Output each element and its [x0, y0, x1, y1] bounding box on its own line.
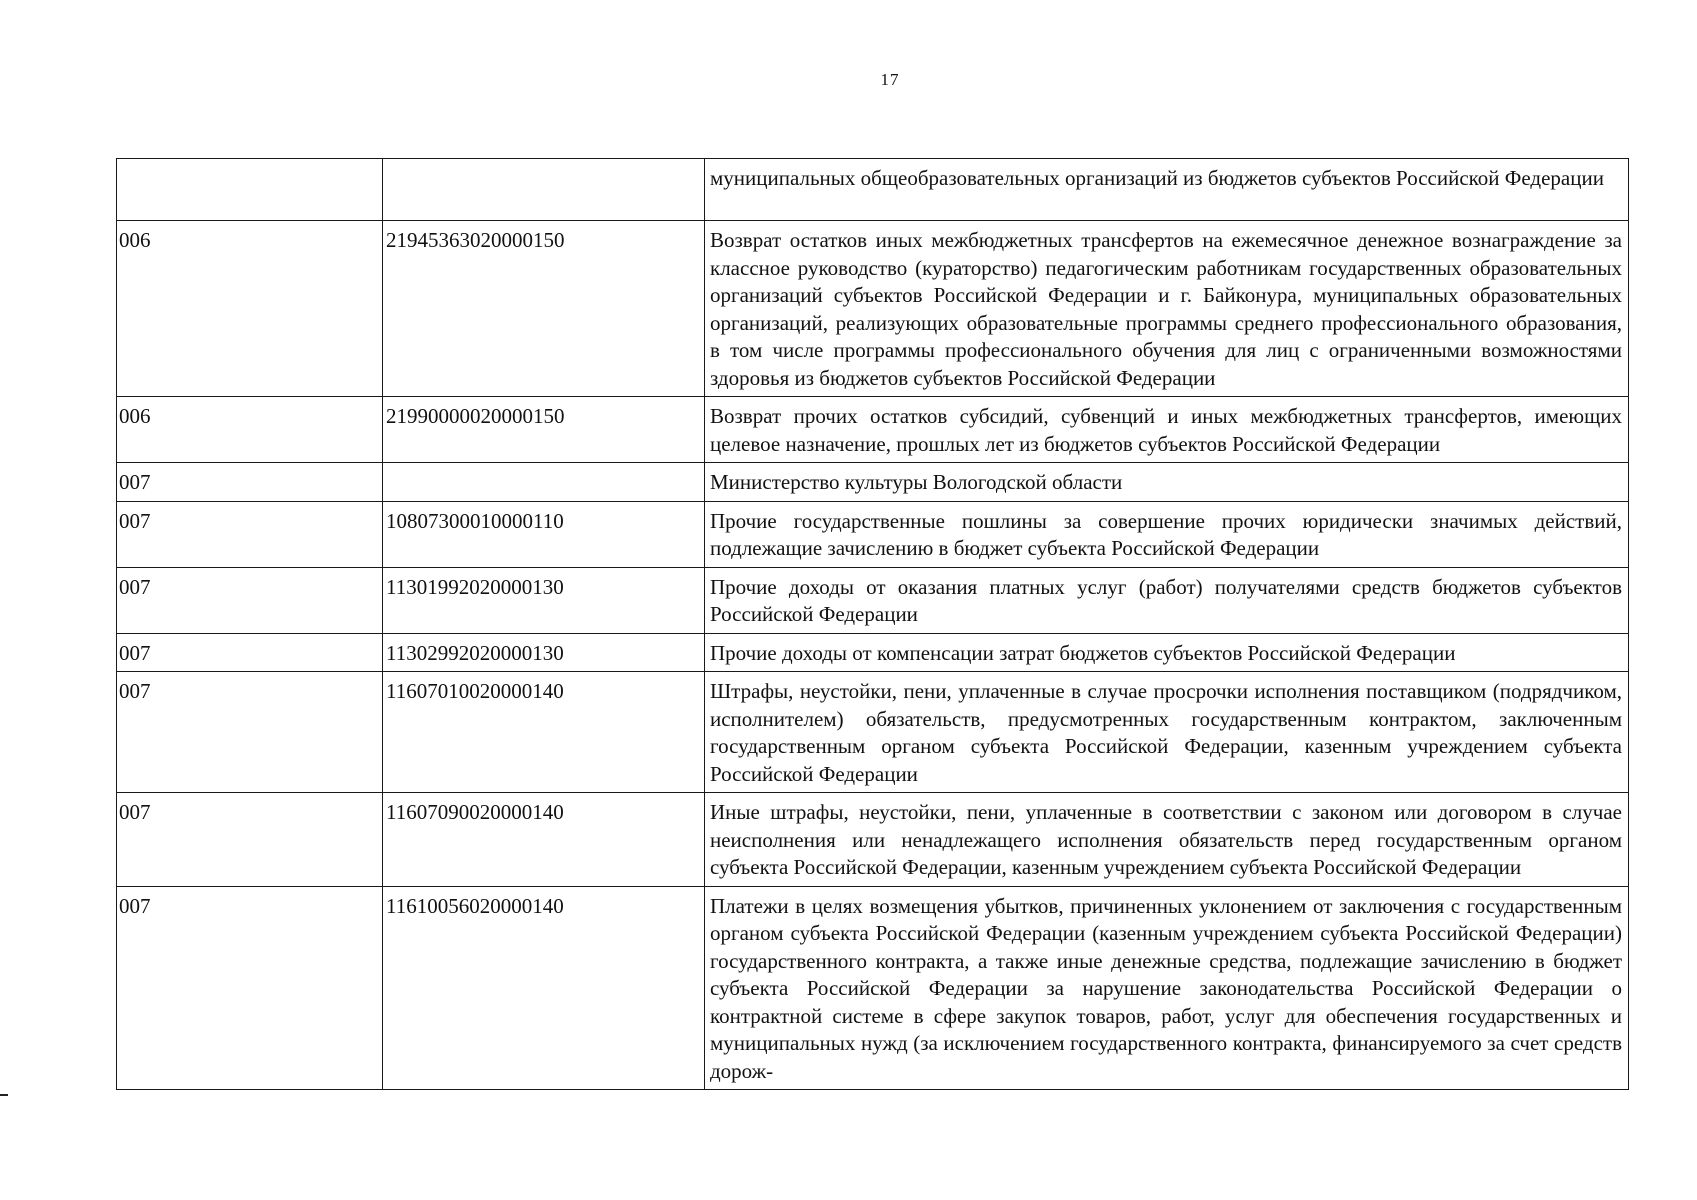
income-code-cell: 10807300010000110 [383, 501, 705, 567]
description-cell: Прочие доходы от компенсации затрат бюджетов субъектов Российской Федерации [705, 633, 1629, 672]
income-code-cell [383, 463, 705, 502]
table-row [117, 567, 1629, 633]
table-row [117, 463, 1629, 502]
income-code-cell: 11607010020000140 [383, 672, 705, 793]
admin-code-cell: 007 [117, 633, 383, 672]
admin-code-cell: 007 [117, 672, 383, 793]
page-number: 17 [880, 70, 900, 89]
admin-code-cell: 006 [117, 397, 383, 463]
income-codes-table [116, 158, 1629, 1090]
income-code-cell: 11607090020000140 [383, 793, 705, 887]
table-row [117, 793, 1629, 887]
income-code-cell: 11610056020000140 [383, 886, 705, 1090]
table-row [117, 221, 1629, 397]
admin-code-cell: 007 [117, 793, 383, 887]
admin-code-cell: 007 [117, 886, 383, 1090]
admin-code-cell: 006 [117, 221, 383, 397]
table-row [117, 633, 1629, 672]
admin-code-cell: 007 [117, 463, 383, 502]
description-cell: Штрафы, неустойки, пени, уплаченные в случае просрочки исполнения поставщиком (подрядчиком, исполнителем) обязательств, предусмотренных государственным контрактом, заключенным государственным органом субъекта Российской Федерации, казенным учреждением субъекта Российской Федерации [705, 672, 1629, 793]
income-code-cell: 11302992020000130 [383, 633, 705, 672]
income-code-cell: 11301992020000130 [383, 567, 705, 633]
description-cell: Прочие государственные пошлины за совершение прочих юридически значимых действий, подлежащие зачислению в бюджет субъекта Российской Федерации [705, 501, 1629, 567]
table-row [117, 886, 1629, 1090]
table-row [117, 397, 1629, 463]
description-cell: Министерство культуры Вологодской области [705, 463, 1629, 502]
description-cell: Платежи в целях возмещения убытков, причиненных уклонением от заключения с государственным органом субъекта Российской Федерации (казенным учреждением субъекта Российской Федерации) государственного контракта, а также иные денежные средства, подлежащие зачислению в бюджет субъекта Российской Федерации за нарушение законодательства Российской Федерации о контрактной системе в сфере закупок товаров, работ, услуг для обеспечения государственных и муниципальных нужд (за исключением государственного контракта, финансируемого за счет средств дорож- [705, 886, 1629, 1090]
income-code-cell: 21990000020000150 [383, 397, 705, 463]
scan-margin-mark [0, 1094, 8, 1096]
description-cell: Возврат прочих остатков субсидий, субвенций и иных межбюджетных трансфертов, имеющих целевое назначение, прошлых лет из бюджетов субъектов Российской Федерации [705, 397, 1629, 463]
description-cell: Возврат остатков иных межбюджетных трансфертов на ежемесячное денежное вознаграждение за классное руководство (кураторство) педагогическим работникам государственных образовательных организаций субъектов Российской Федерации и г. Байконура, муниципальных образовательных организаций, реализующих образовательные программы среднего профессионального образования, в том числе программы профессионального обучения для лиц с ограниченными возможностями здоровья из бюджетов субъектов Российской Федерации [705, 221, 1629, 397]
income-code-cell [383, 159, 705, 221]
admin-code-cell: 007 [117, 501, 383, 567]
table-row [117, 159, 1629, 221]
admin-code-cell: 007 [117, 567, 383, 633]
description-cell: Прочие доходы от оказания платных услуг (работ) получателями средств бюджетов субъектов Российской Федерации [705, 567, 1629, 633]
table-row [117, 672, 1629, 793]
table-row [117, 501, 1629, 567]
description-cell: муниципальных общеобразовательных организаций из бюджетов субъектов Российской Федерации [705, 159, 1629, 221]
description-cell: Иные штрафы, неустойки, пени, уплаченные в соответствии с законом или договором в случае неисполнения или ненадлежащего исполнения обязательств перед государственным органом субъекта Российской Федерации, казенным учреждением субъекта Российской Федерации [705, 793, 1629, 887]
income-code-cell: 21945363020000150 [383, 221, 705, 397]
admin-code-cell [117, 159, 383, 221]
